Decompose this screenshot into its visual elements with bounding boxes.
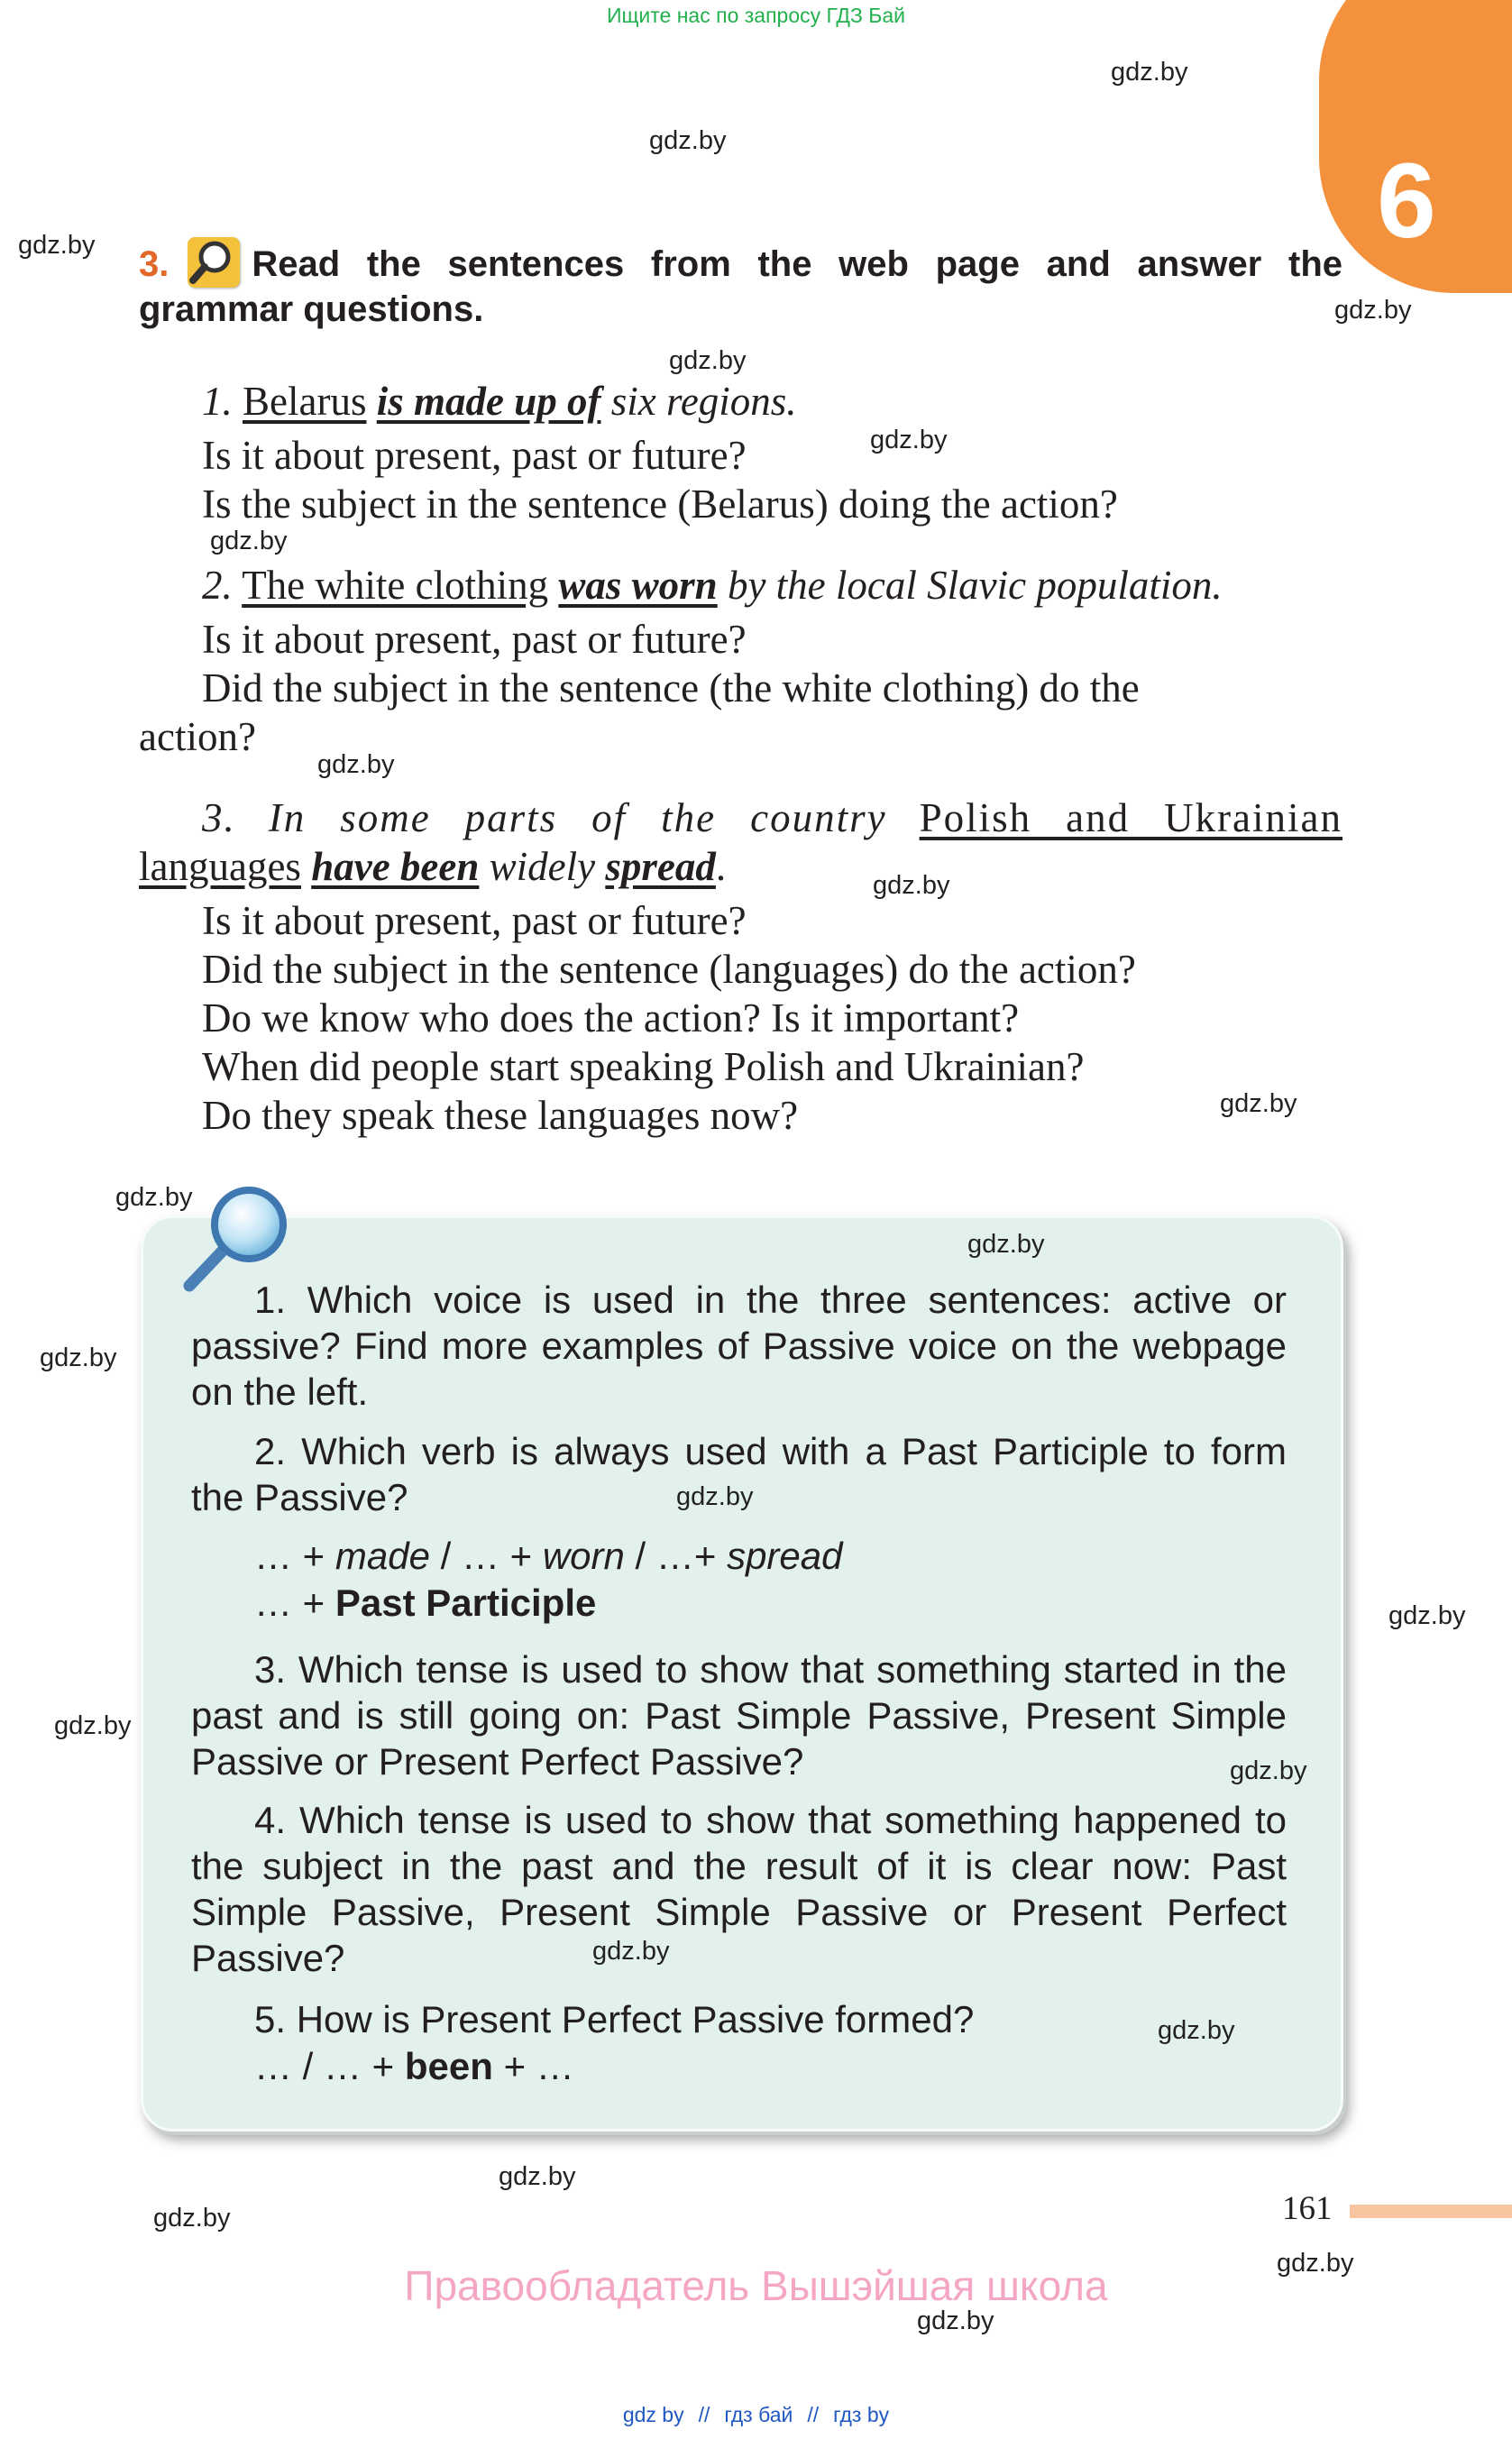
- grammar-question-3: 3. Which tense is used to show that something started in the past and is still going on: Past Simple Passive, Present Simple Passive or Present Perfect Passive?: [191, 1648, 1287, 1783]
- watermark: gdz.by: [1334, 296, 1412, 325]
- sentence-3-mid: widely: [489, 844, 596, 889]
- grammar-question-1: 1. Which voice is used in the three sentences: active or passive? Find more examples of Passive voice on the webpage on the left.: [191, 1279, 1287, 1413]
- watermark: gdz.by: [18, 231, 96, 260]
- watermark: gdz.by: [676, 1482, 754, 1511]
- pattern-1-worn: worn: [542, 1535, 625, 1577]
- sentence-1-question-1: Is it about present, past or future?: [202, 433, 747, 478]
- pattern-1-part-a: … +: [254, 1535, 335, 1577]
- watermark: gdz.by: [1111, 58, 1188, 87]
- footer-separator: //: [807, 2403, 820, 2426]
- sentence-3-verb-2: spread: [605, 844, 716, 889]
- sentence-1-verb: is made up of: [376, 379, 601, 424]
- sentence-2: [202, 561, 1223, 610]
- watermark: gdz.by: [592, 1937, 670, 1966]
- sentence-1-question-2: Is the subject in the sentence (Belarus) doing the action?: [202, 481, 1118, 527]
- watermark: gdz.by: [917, 2306, 994, 2335]
- watermark: gdz.by: [40, 1343, 117, 1372]
- pattern-2-past-participle: Past Participle: [334, 1582, 597, 1624]
- publisher-notice: Правообладатель Вышэйшая школа: [404, 2262, 1108, 2309]
- pattern-past-participle: [254, 1580, 1350, 1626]
- pattern-3-part-a: … / … +: [254, 2045, 405, 2087]
- sentence-2-question-2-line-2: action?: [139, 714, 256, 759]
- sentence-3-line-2: [139, 842, 726, 891]
- sentence-1-subject: Belarus: [243, 379, 367, 424]
- footer-link-gdz-by[interactable]: gdz by: [622, 2403, 684, 2426]
- watermark: gdz.by: [873, 871, 950, 900]
- page-number-bar: [1350, 2205, 1512, 2218]
- watermark: gdz.by: [54, 1711, 132, 1740]
- page-number: 161: [1282, 2190, 1333, 2227]
- watermark: gdz.by: [669, 346, 747, 375]
- sentence-2-subject: The white clothing: [242, 563, 549, 608]
- pattern-1-spread: spread: [727, 1535, 843, 1577]
- pattern-made-worn-spread: [254, 1533, 1350, 1579]
- watermark: gdz.by: [317, 750, 395, 779]
- watermark: gdz.by: [1158, 2016, 1235, 2045]
- watermark: gdz.by: [115, 1183, 193, 1212]
- pattern-1-part-c: / … +: [429, 1535, 543, 1577]
- watermark: gdz.by: [649, 126, 727, 155]
- header-notice-link[interactable]: Ищите нас по запросу ГДЗ Бай: [606, 4, 906, 27]
- pattern-3-been: been: [404, 2045, 493, 2087]
- task-number: 3.: [139, 244, 170, 284]
- watermark: gdz.by: [499, 2162, 576, 2191]
- sentence-3-question-2: Did the subject in the sentence (languages) do the action?: [202, 947, 1136, 992]
- sentence-3-end: .: [715, 844, 727, 889]
- sentence-2-rest: by the local Slavic population.: [727, 563, 1223, 608]
- watermark: gdz.by: [1277, 2249, 1354, 2278]
- watermark: gdz.by: [153, 2204, 231, 2233]
- pattern-2-part-a: … +: [254, 1582, 335, 1624]
- watermark: gdz.by: [210, 527, 288, 555]
- sentence-2-number: 2.: [202, 563, 233, 608]
- sentence-2-question-1: Is it about present, past or future?: [202, 617, 747, 662]
- watermark: gdz.by: [870, 426, 948, 454]
- footer-separator: //: [698, 2403, 710, 2426]
- sentence-3-question-4: When did people start speaking Polish and Ukrainian?: [202, 1044, 1085, 1089]
- sentence-3-subject-b: languages: [139, 844, 301, 889]
- sentence-3-subject-a: Polish and Ukrainian: [919, 795, 1342, 840]
- watermark: gdz.by: [967, 1230, 1045, 1259]
- footer-link-gdz-bai[interactable]: гдз бай: [724, 2403, 793, 2426]
- grammar-question-5: 5. How is Present Perfect Passive formed?: [254, 1998, 975, 2040]
- grammar-question-4: 4. Which tense is used to show that something happened to the subject in the past and the result of it is clear now: Past Simple Passive, Present Simple Passive or Present Perfect Passive?: [191, 1799, 1287, 1979]
- sentence-1: [202, 377, 797, 426]
- footer-links: [0, 2403, 1512, 2427]
- sentence-3-number: 3.: [202, 795, 236, 840]
- pattern-1-part-e: / …+: [624, 1535, 728, 1577]
- sentence-3-question-5: Do they speak these languages now?: [202, 1093, 799, 1138]
- pattern-been: [254, 2043, 1350, 2089]
- sentence-3-intro: In some parts of the country: [268, 795, 887, 840]
- watermark: gdz.by: [1220, 1089, 1297, 1118]
- sentence-1-number: 1.: [202, 379, 233, 424]
- sentence-3-verb-1: have been: [311, 844, 480, 889]
- sentence-1-rest: six regions.: [610, 379, 797, 424]
- footer-link-gdz-by-2[interactable]: гдз by: [833, 2403, 890, 2426]
- task-instruction: Read the sentences from the web page and answer the grammar questions.: [139, 244, 1342, 329]
- pattern-3-part-c: + …: [492, 2045, 574, 2087]
- pattern-1-made: made: [334, 1535, 430, 1577]
- watermark: gdz.by: [1388, 1601, 1466, 1630]
- grammar-question-2: 2. Which verb is always used with a Past Participle to form the Passive?: [191, 1430, 1287, 1518]
- sentence-2-question-2-line-1: Did the subject in the sentence (the white clothing) do the: [202, 665, 1140, 711]
- watermark: gdz.by: [1230, 1756, 1307, 1785]
- task-heading: [139, 242, 1342, 332]
- sentence-2-verb: was worn: [558, 563, 718, 608]
- sentence-3-question-3: Do we know who does the action? Is it important?: [202, 995, 1020, 1041]
- sentence-3-line-1: [202, 793, 1342, 842]
- sentence-3-question-1: Is it about present, past or future?: [202, 898, 747, 943]
- chapter-number: 6: [1377, 142, 1436, 261]
